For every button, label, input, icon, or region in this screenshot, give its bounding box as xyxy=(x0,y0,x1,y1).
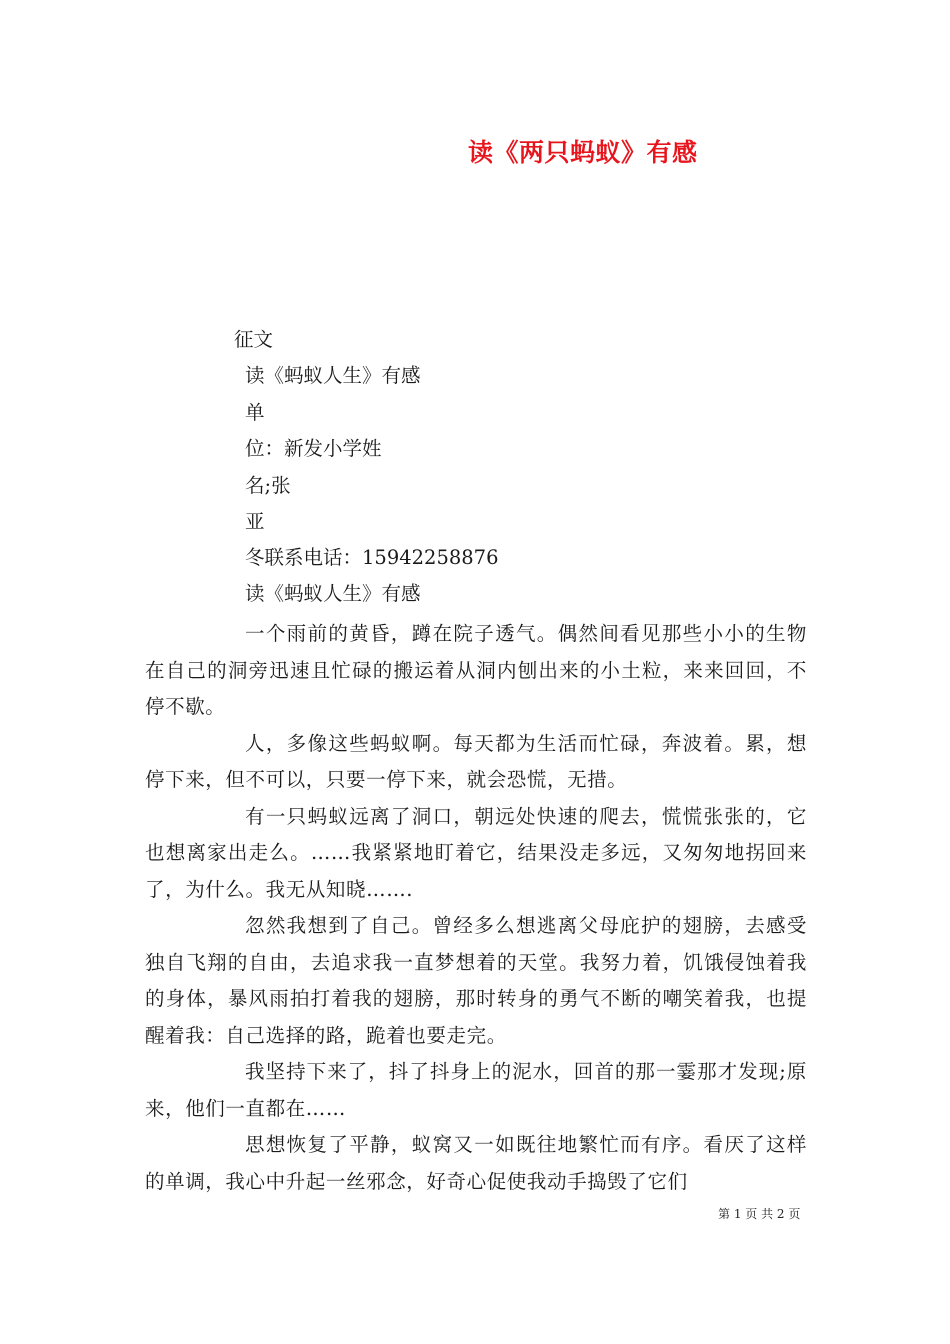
page-number-footer: 第 1 页 共 2 页 xyxy=(718,1207,801,1221)
meta-line-essay-title: 读《蚂蚁人生》有感 xyxy=(245,364,421,387)
paragraph: 思想恢复了平静，蚁窝又一如既往地繁忙而有序。看厌了这样的单调，我心中升起一丝邪念，好奇心促使我动手捣毁了它们 xyxy=(145,1133,807,1193)
document-title: 读《两只蚂蚁》有感 xyxy=(468,138,698,167)
paragraph: 忽然我想到了自己。曾经多么想逃离父母庇护的翅膀，去感受独自飞翔的自由，去追求我一直梦想着的天堂。我努力着，饥饿侵蚀着我的身体，暴风雨拍打着我的翅膀，那时转身的勇气不断的嘲笑着我，也提醒着我：自己选择的路，跪着也要走完。 xyxy=(145,914,807,1047)
paragraph: 我坚持下来了，抖了抖身上的泥水，回首的那一霎那才发现;原来，他们一直都在…… xyxy=(145,1060,807,1120)
meta-line-name-cont: 亚 xyxy=(245,510,265,533)
meta-line-unit-school: 位：新发小学姓 xyxy=(245,437,382,460)
meta-line-category: 征文 xyxy=(234,328,274,351)
document-body xyxy=(145,616,807,1200)
meta-line-phone: 冬联系电话：15942258876 xyxy=(245,546,499,569)
meta-line-name: 名;张 xyxy=(245,474,291,497)
meta-line-unit-label: 单 xyxy=(245,401,265,424)
paragraph: 一个雨前的黄昏，蹲在院子透气。偶然间看见那些小小的生物在自己的洞旁迅速且忙碌的搬运着从洞内刨出来的小土粒，来来回回，不停不歇。 xyxy=(145,622,807,718)
meta-line-essay-title-repeat: 读《蚂蚁人生》有感 xyxy=(245,582,421,605)
paragraph: 有一只蚂蚁远离了洞口，朝远处快速的爬去，慌慌张张的，它也想离家出走么。……我紧紧地盯着它，结果没走多远，又匆匆地拐回来了，为什么。我无从知晓……. xyxy=(145,804,807,901)
paragraph: 人，多像这些蚂蚁啊。每天都为生活而忙碌，奔波着。累，想停下来，但不可以，只要一停下来，就会恐慌，无措。 xyxy=(145,731,807,791)
